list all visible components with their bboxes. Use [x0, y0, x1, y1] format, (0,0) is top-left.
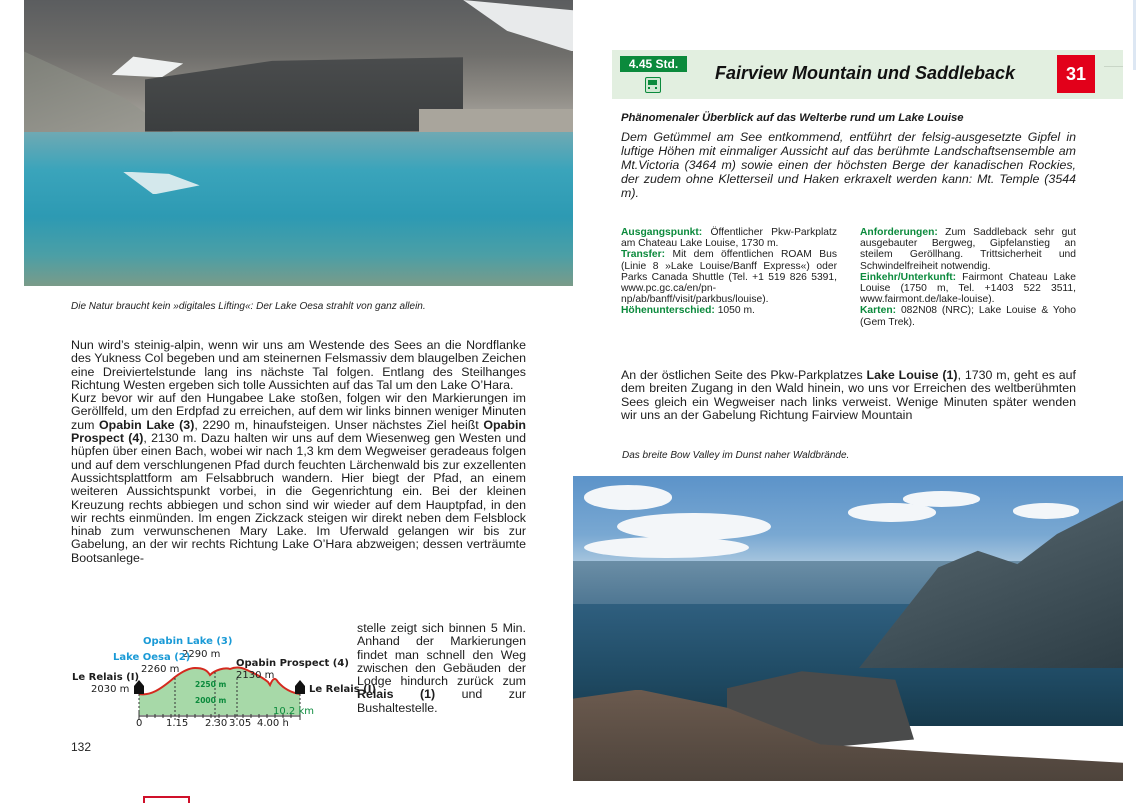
- info-transfer: Transfer: Mit dem öffentlichen ROAM Bus (Linie 8 »Lake Louise/Banff Express«) oder Parks Canada Shuttle (Tel. +1 519 826 5391, www.pc.gc.ca/en/pn-np/ab/banff/visit/parkbus/louise).: [621, 249, 837, 306]
- photo-caption-lake: Die Natur braucht kein »digitales Lifting«: Der Lake Oesa strahlt von ganz allein.: [71, 301, 426, 312]
- tour-subtitle: Phänomenaler Überblick auf das Welterbe rund um Lake Louise: [621, 112, 964, 124]
- duration-badge: 4.45 Std.: [620, 56, 687, 72]
- distance-label: 10.2 km: [273, 706, 314, 717]
- waypoint-relais: Relais (1): [357, 687, 436, 702]
- hut-icon-end: [295, 680, 305, 694]
- info-anforderungen: Anforderungen: Zum Saddleback sehr gut ausgebauter Bergweg, Gipfelanstieg an steilem Geröllhang. Trittsicherheit und Schwindelfreiheit notwendig.: [860, 227, 1076, 272]
- right-body-text: An der östlichen Seite des Pkw-Parkplatzes Lake Louise (1), 1730 m, geht es auf dem breiten Zugang in den Wald hinein, wo uns vor Erreichen des weltberühmten Sees gleich ein Wegweiser nach links verweist. Wenige Minuten später wenden wir uns an der Gabelung Richtung Fairview Mountain: [621, 368, 1076, 422]
- label-end-le-relais: Le Relais (I): [309, 684, 377, 695]
- header-divider: [1104, 66, 1123, 67]
- info-column-left: [621, 227, 837, 317]
- info-einkehr: Einkehr/Unterkunft: Fairmont Chateau Lake Louise (1750 m, Tel. +1403 522 3511, www.fairmont.de/lake-louise).: [860, 271, 1076, 306]
- paragraph-2: Kurz bevor wir auf den Hungabee Lake stoßen, folgen wir den Markierungen im Geröllfeld, um den Erdpfad zu erreichen, auf dem wir links binnen weniger Minuten zum Opabin Lake (3), 2290 m, hinaufsteigen. Unser nächstes Ziel heißt Opabin Prospect (4), 2130 m. Dazu halten wir uns auf dem Wiesenweg gen Westen und hüpfen über einen Bach, wobei wir nach 1,3 km dem Wegweiser geradeaus folgen und auf dem verschlungenen Pfad durch feuchten Lärchenwald bis zur exzellenten Aussichtsplattform am Felsabbruch wandern. Hier biegt der Pfad, an einem weiteren Aussichtspunkt vorbei, in die Gegenrichtung ein. Bei der kleinen Kreuzung rechts abbiegen und schon sind wir wieder auf dem Hauptpfad, in den wir rechts einmünden. Im engen Zickzack steigen wir direkt neben dem Felsblock hinab zum verwunschenen Mary Lake. Im Uferwald gelangen wir bis zur Gabelung, an der wir rechts Richtung Lake O’Hara abzweigen; dessen verträumte Bootsanlege-: [71, 391, 527, 565]
- left-body-text-tail: stelle zeigt sich binnen 5 Min. Anhand der Markierungen findet man schnell den Weg zwischen den Gebäuden der Lodge hindurch zurück zum Relais (1) und zur Bushaltestelle.: [357, 621, 526, 715]
- paragraph-1: Nun wird’s steinig-alpin, wenn wir uns am Westende des Sees an die Nordflanke des Yukness Col begeben und am steinernen Felsmassiv dem blaugelben Zeichen eine Dreiviertelstunde lang ins nächste Tal folgen. Entlang des Steilhanges Richtung Westen ergeben sich tolle Aussichten auf das Tal um den Lake O’Hara.: [71, 338, 526, 392]
- photo-caption-valley: Das breite Bow Valley im Dunst naher Waldbrände.: [622, 450, 850, 461]
- bus-icon: [645, 77, 661, 93]
- tour-header: [612, 50, 1123, 99]
- label-opabin-lake: Opabin Lake (3): [143, 636, 233, 647]
- info-karten: Karten: 082N08 (NRC); Lake Louise & Yoho (Gem Trek).: [860, 305, 1076, 328]
- chapter-tab: [143, 796, 190, 803]
- tour-title: Fairview Mountain und Saddleback: [715, 63, 1016, 83]
- info-ausgangspunkt: Ausgangspunkt: Öffentlicher Pkw-Parkplatz am Chateau Lake Louise, 1730 m.: [621, 227, 837, 250]
- waypoint-lake-louise: Lake Louise (1): [866, 368, 958, 382]
- label-opabin-prospect: Opabin Prospect (4): [236, 658, 349, 669]
- info-column-right: [860, 227, 1076, 328]
- elevation-profile: Opabin Lake (3) 2290 m Lake Oesa (2) 2260 m Opabin Prospect (4) 2130 m Le Relais (I) 2030 m Le Relais (I) 2250 m 2000 m 10.2 km 0 1.15 2.30 3.05 4.00 h: [65, 630, 355, 735]
- left-body-text: [71, 339, 526, 565]
- lake-oesa-photo: [24, 0, 573, 286]
- bow-valley-photo: [573, 476, 1123, 781]
- page-number: 132: [71, 740, 92, 754]
- tour-number-badge: 31: [1057, 55, 1095, 93]
- label-start-le-relais: Le Relais (I): [72, 672, 140, 683]
- label-lake-oesa: Lake Oesa (2): [113, 652, 191, 663]
- waypoint-opabin-lake: Opabin Lake (3): [99, 417, 195, 432]
- tour-intro: Dem Getümmel am See entkommend, entführt der felsig-ausgesetzte Gipfel in luftige Höhen mit einmaliger Aussicht auf das berühmte Landschaftsensemble am Mt.Victoria (3464 m) sowie einen der höchsten Berge der kanadischen Rockies, der zudem ohne Kletterseil und Haken erkraxelt werden kann: Mt. Temple (3544 m).: [621, 130, 1076, 200]
- waypoint-opabin-prospect: Opabin Prospect (4): [71, 417, 527, 446]
- info-hoehenunterschied: Höhenunterschied: 1050 m.: [621, 305, 755, 317]
